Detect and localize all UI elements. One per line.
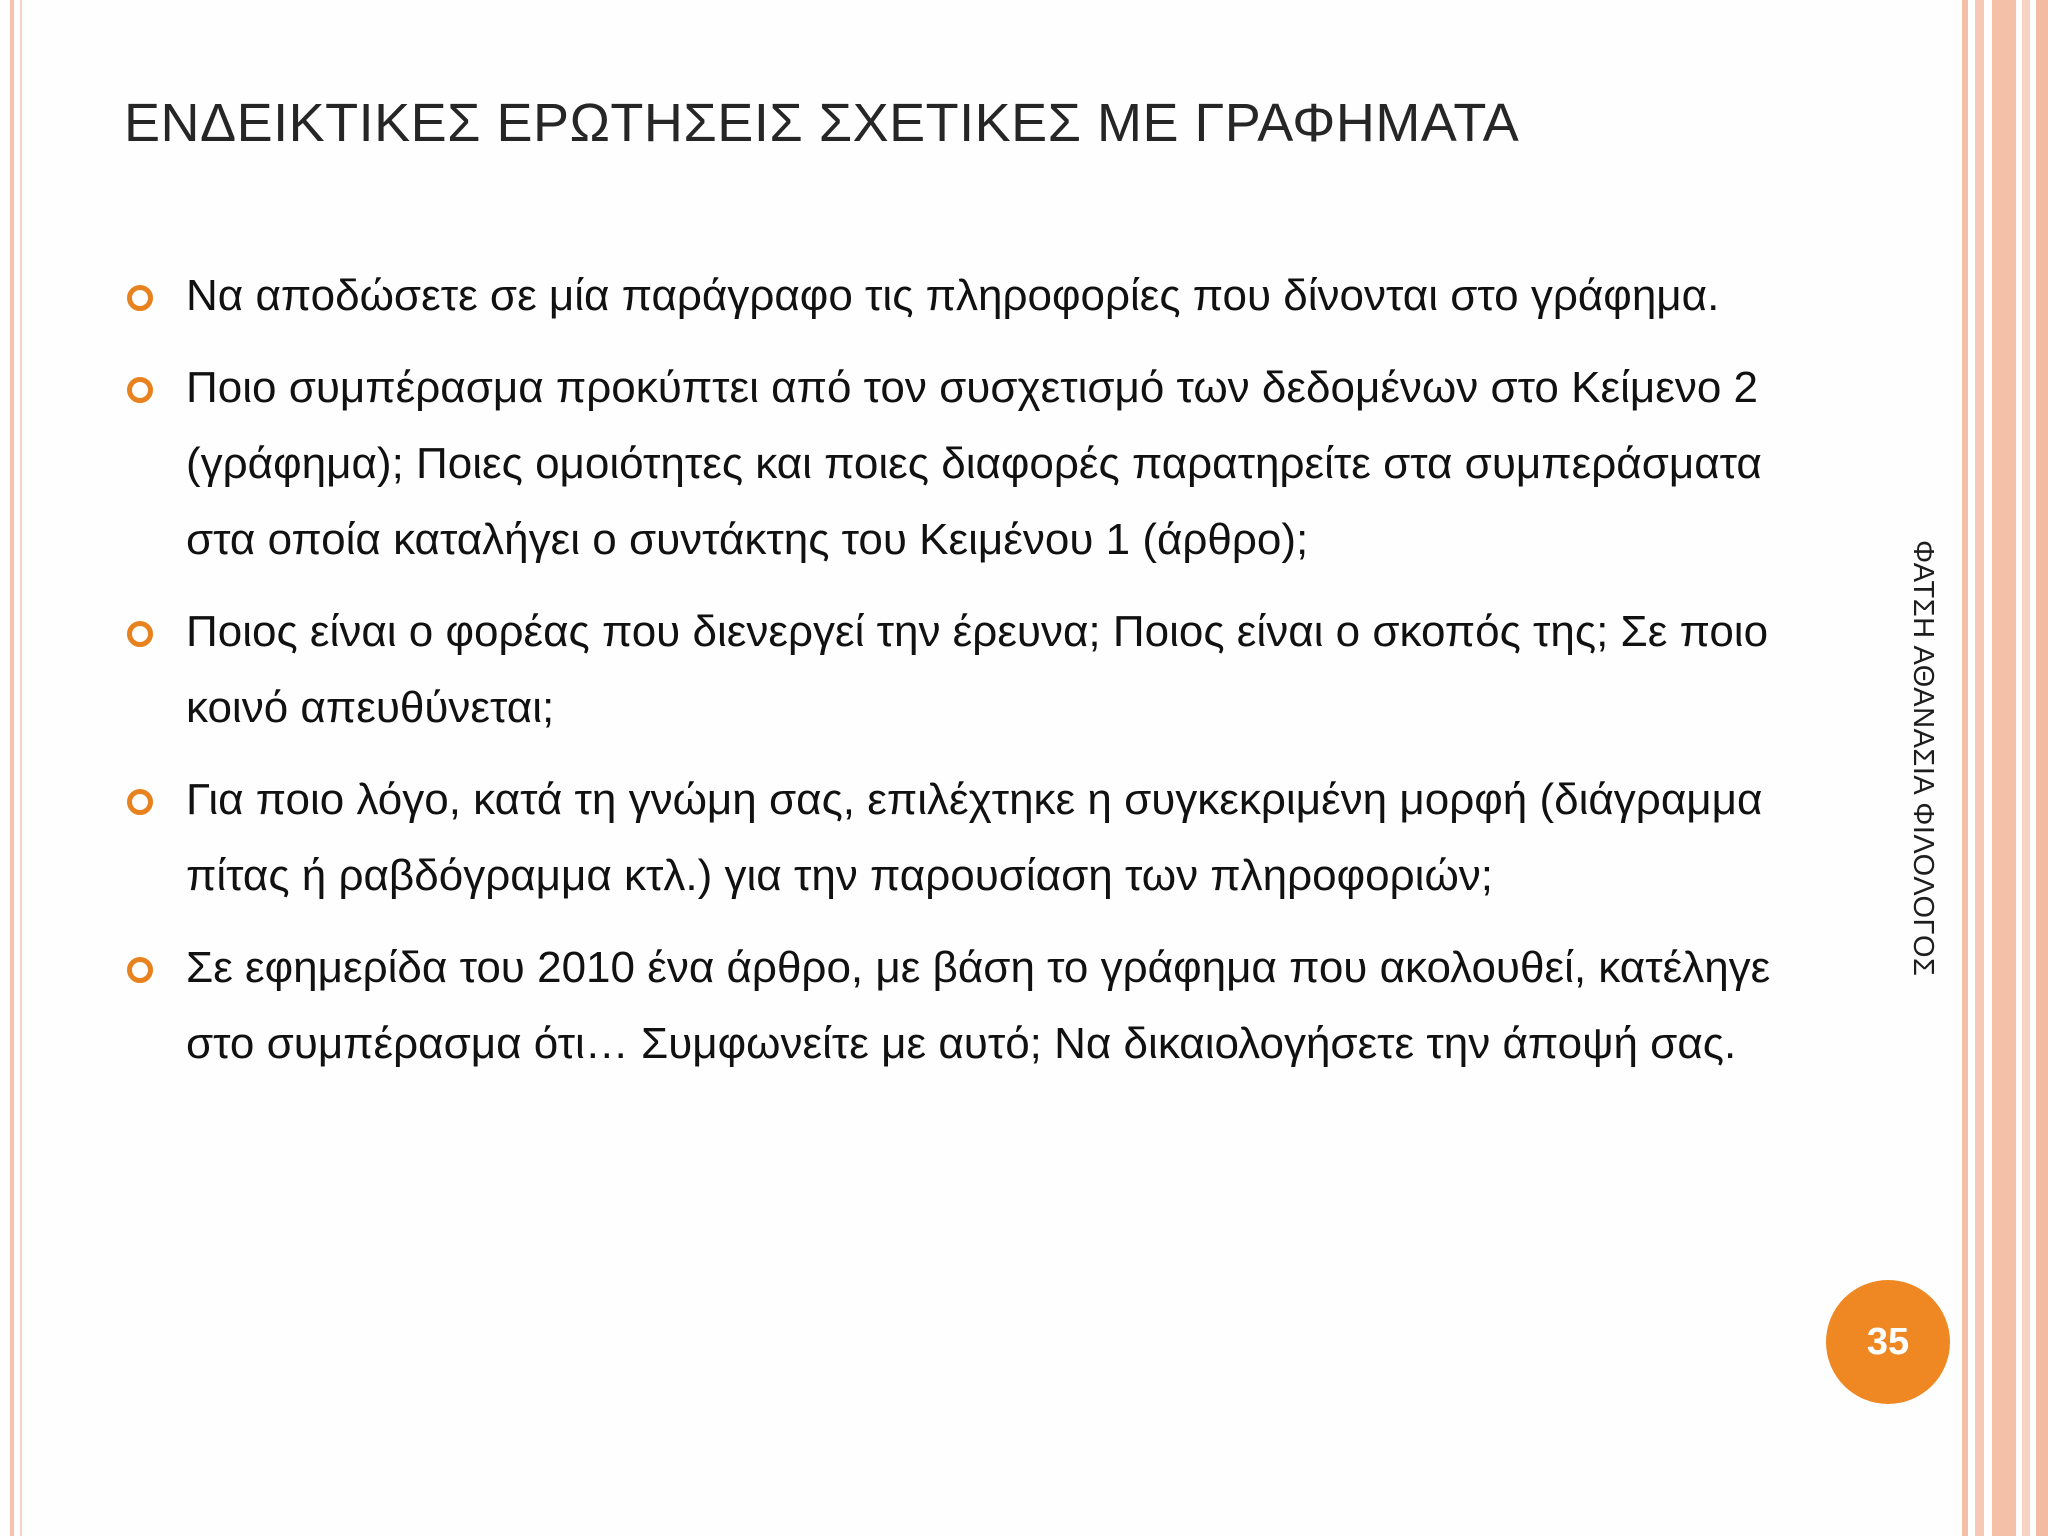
bullet-list <box>124 258 1784 1098</box>
bullet-item <box>124 594 1784 746</box>
right-stripe <box>2022 0 2030 1536</box>
slide-title: ΕΝΔΕΙΚΤΙΚΕΣ ΕΡΩΤΗΣΕΙΣ ΣΧΕΤΙΚΕΣ ΜΕ ΓΡΑΦΗΜΑΤΑ <box>124 93 1520 153</box>
bullet-ring-icon <box>127 285 153 311</box>
bullet-ring-icon <box>127 957 153 983</box>
bullet-text: Σε εφημερίδα του 2010 ένα άρθρο, με βάση το γράφημα που ακολουθεί, κατέληγε στο συμπέρασμα ότι… Συμφωνείτε με αυτό; Να δικαιολογήσετε την άποψή σας. <box>186 943 1771 1068</box>
side-author-label: ΦΑΤΣΗ ΑΘΑΝΑΣΙΑ ΦΙΛΟΛΟΓΟΣ <box>1907 540 1939 977</box>
bullet-text: Ποιος είναι ο φορέας που διενεργεί την έρευνα; Ποιος είναι ο σκοπός της; Σε ποιο κοινό απευθύνεται; <box>186 607 1769 732</box>
bullet-item <box>124 258 1784 334</box>
bullet-item <box>124 350 1784 578</box>
bullet-ring-icon <box>127 621 153 647</box>
bullet-ring-icon <box>127 789 153 815</box>
left-border-line-inner <box>20 0 22 1536</box>
page-number-badge: 35 <box>1826 1280 1950 1404</box>
right-stripe <box>1962 0 1968 1536</box>
left-border-line <box>10 0 14 1536</box>
right-stripe <box>2036 0 2048 1536</box>
bullet-text: Να αποδώσετε σε μία παράγραφο τις πληροφορίες που δίνονται στο γράφημα. <box>186 271 1720 320</box>
bullet-text: Για ποιο λόγο, κατά τη γνώμη σας, επιλέχτηκε η συγκεκριμένη μορφή (διάγραμμα πίτας ή ραβδόγραμμα κτλ.) για την παρουσίαση των πληροφοριών; <box>186 775 1763 900</box>
right-stripe <box>1975 0 1984 1536</box>
right-stripe <box>1992 0 2016 1536</box>
bullet-item <box>124 762 1784 914</box>
bullet-item <box>124 930 1784 1082</box>
bullet-text: Ποιο συμπέρασμα προκύπτει από τον συσχετισμό των δεδομένων στο Κείμενο 2 (γράφημα); Ποιες ομοιότητες και ποιες διαφορές παρατηρείτε στα συμπεράσματα στα οποία καταλήγει ο συντάκτης του Κειμένου 1 (άρθρο); <box>186 363 1762 564</box>
bullet-ring-icon <box>127 377 153 403</box>
